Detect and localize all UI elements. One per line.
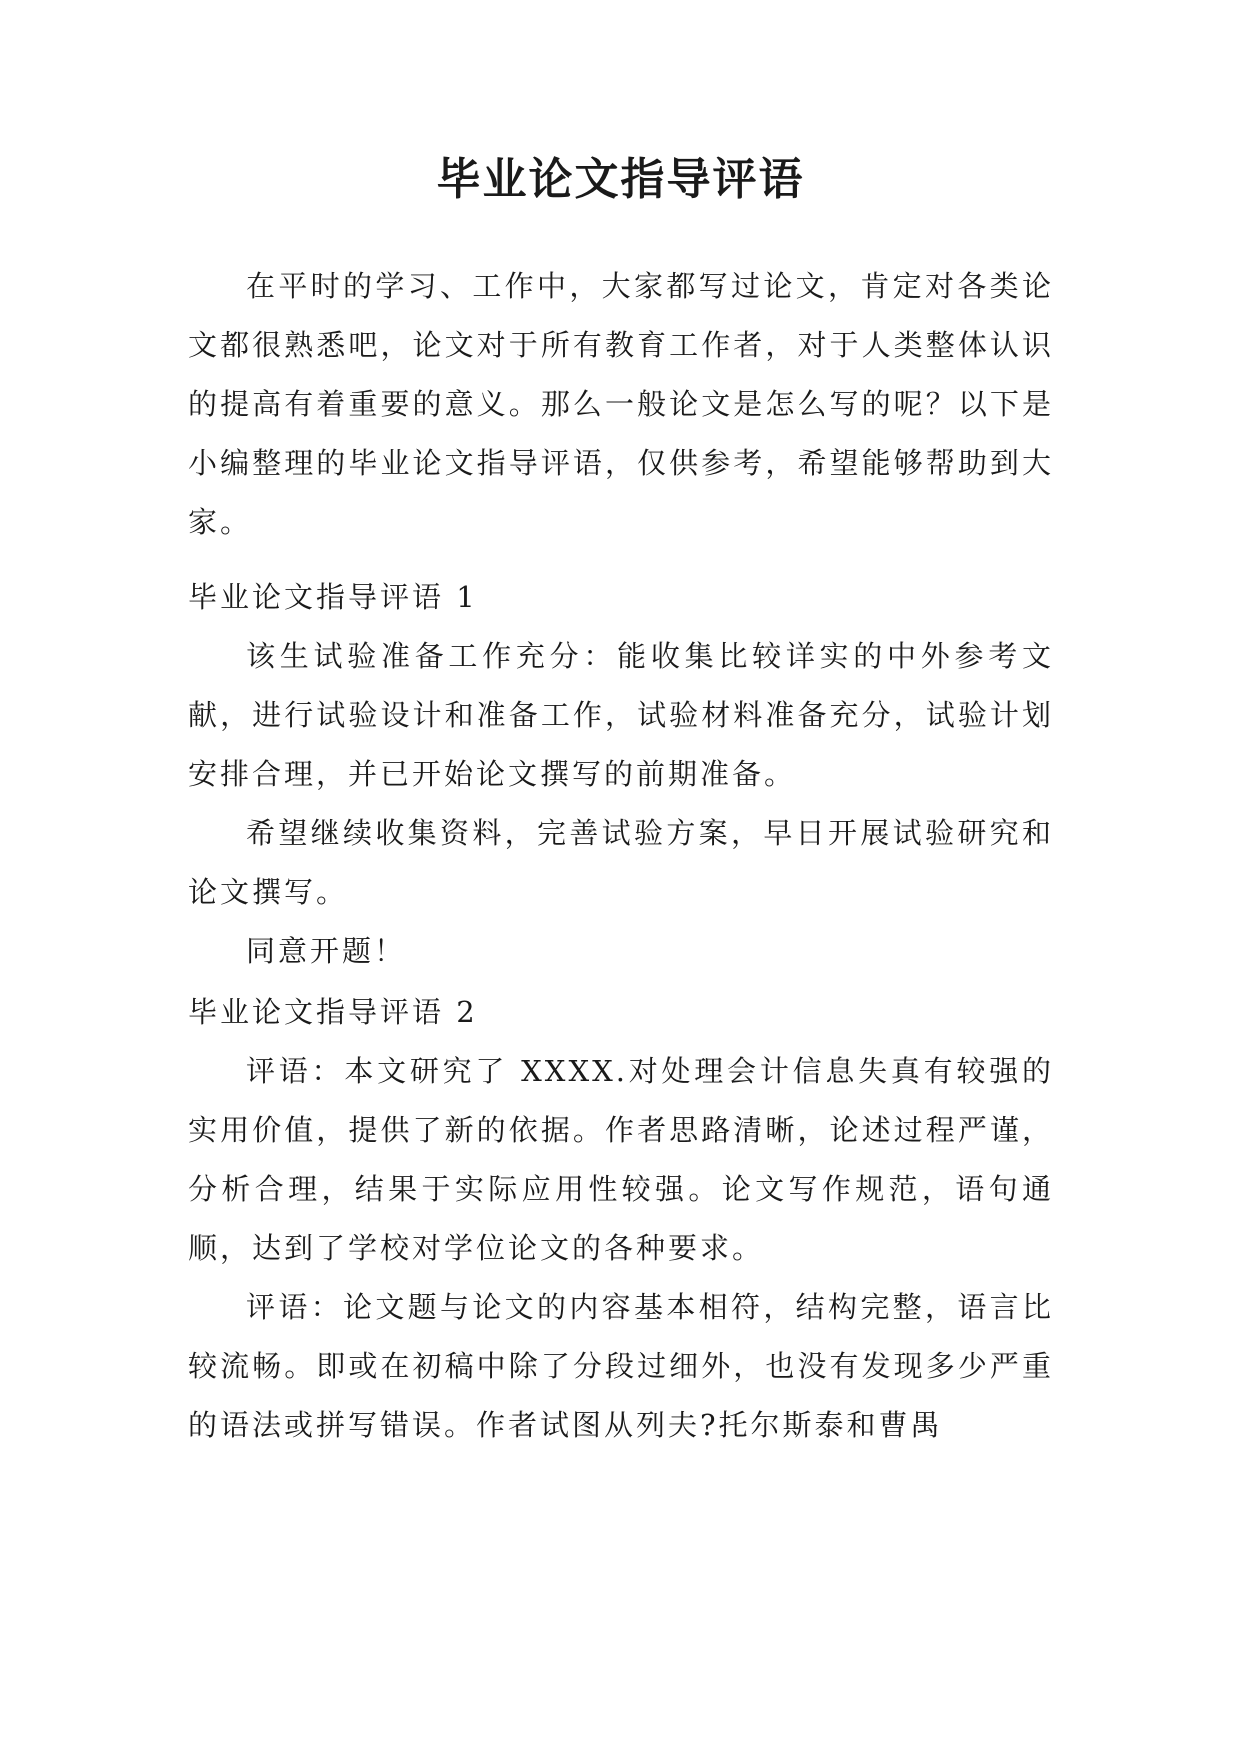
section-1-paragraph-1: 该生试验准备工作充分：能收集比较详实的中外参考文献，进行试验设计和准备工作，试验材料准备充分，试验计划安排合理，并已开始论文撰写的前期准备。 (188, 639, 1054, 791)
section-2-paragraph-2: 评语：论文题与论文的内容基本相符，结构完整，语言比较流畅。即或在初稿中除了分段过细外，也没有发现多少严重的语法或拼写错误。作者试图从列夫?托尔斯泰和曹禺 (188, 1290, 1054, 1442)
section-1-paragraph-2: 希望继续收集资料，完善试验方案，早日开展试验研究和论文撰写。 (188, 816, 1054, 909)
section-2 (188, 983, 1054, 1455)
document-title: 毕业论文指导评语 (436, 154, 805, 205)
section-1 (188, 568, 1054, 981)
section-1-paragraph-3: 同意开题！ (246, 934, 407, 968)
intro-paragraph: 在平时的学习、工作中，大家都写过论文，肯定对各类论文都很熟悉吧，论文对于所有教育工作者，对于人类整体认识的提高有着重要的意义。那么一般论文是怎么写的呢？以下是小编整理的毕业论文指导评语，仅供参考，希望能够帮助到大家。 (188, 269, 1054, 539)
section-1-heading: 毕业论文指导评语 1 (188, 580, 478, 614)
section-2-paragraph-1: 评语：本文研究了 XXXX.对处理会计信息失真有较强的实用价值，提供了新的依据。作者思路清晰，论述过程严谨，分析合理，结果于实际应用性较强。论文写作规范，语句通顺，达到了学校对学位论文的各种要求。 (188, 1054, 1054, 1265)
section-2-heading: 毕业论文指导评语 2 (188, 995, 478, 1029)
intro-block (188, 257, 1054, 552)
